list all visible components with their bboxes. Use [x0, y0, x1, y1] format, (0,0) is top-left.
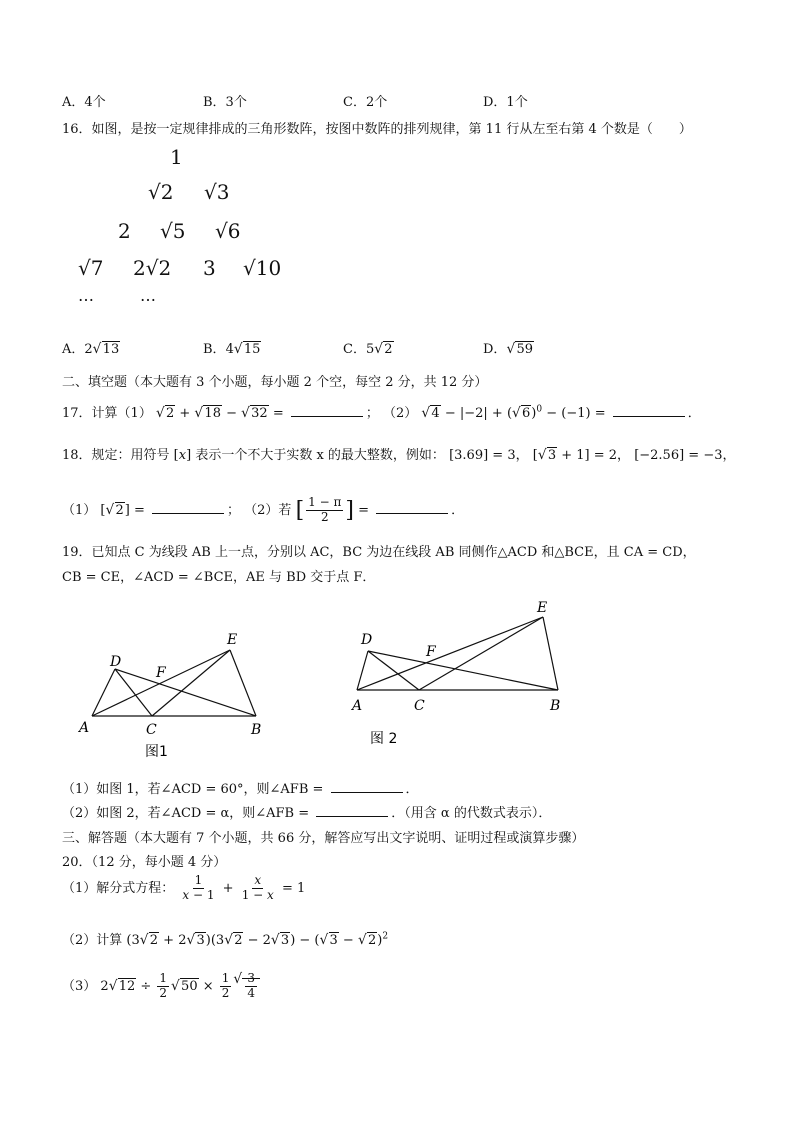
- fig2-label-e: E: [537, 600, 548, 616]
- fig1-label-b: B: [251, 722, 262, 738]
- triangle-r3-3: √6: [215, 219, 241, 243]
- q19-stem-line-1: 19．已知点 C 为线段 AB 上一点，分别以 AC，BC 为边在线段 AB 同侧作△ACD 和△BCE，且 CA = CD，: [62, 545, 696, 560]
- fig2-caption: 图 2: [370, 731, 398, 747]
- fig1-label-c: C: [146, 722, 157, 738]
- fig1-label-d: D: [110, 654, 122, 670]
- fig2-segment-ce: [419, 617, 543, 690]
- fig1-label-a: A: [79, 720, 90, 736]
- q19-figure-1: [70, 628, 270, 763]
- fig2-label-b: B: [550, 698, 561, 714]
- q16-option-c: C．5√ 2: [343, 338, 394, 357]
- fig1-label-f: F: [156, 665, 166, 681]
- fig1-segment-ce: [152, 650, 230, 716]
- triangle-r3-1: 2: [118, 219, 131, 243]
- q16-stem: 16．如图，是按一定规律排成的三角形数阵，按图中数阵的排列规律，第 11 行从左至右第 4 个数是（ ）: [62, 122, 692, 137]
- q16-option-a: A．2√ 13: [62, 338, 120, 357]
- section-3-heading: 三、解答题（本大题有 7 个小题，共 66 分，解答应写出文字说明、证明过程或演算步骤）: [62, 831, 585, 846]
- q20-head: 20．（12 分，每小题 4 分）: [62, 855, 227, 870]
- q19-stem-line-2: CB = CE，∠ACD = ∠BCE，AE 与 BD 交于点 F．: [62, 570, 376, 585]
- fig2-label-d: D: [361, 632, 373, 648]
- q20-part-3: （3） 2√ 12 ÷ $\frac{1}{2}$ √ 50 × $\frac{1}{2}$ √ $\frac{3}{4}$: [62, 972, 260, 1001]
- triangle-r5-2: …: [140, 286, 156, 305]
- q17: 17．计算（1） √ 2 + √ 18 − √ 32 = ； （2） √ 4 − |−2| + (√ 6)$^0$ − (−1) = ．: [62, 402, 701, 421]
- fig2-label-a: A: [352, 698, 363, 714]
- q19-answer-blank-1[interactable]: [331, 780, 403, 793]
- triangle-r4-2: 2√2: [133, 256, 172, 280]
- q16-option-d: D．√ 59: [483, 338, 534, 357]
- q15-option-a: A．4个: [62, 95, 106, 110]
- triangle-r4-4: √10: [243, 256, 282, 280]
- q20-part-2: （2）计算 (3√ 2 + 2√ 3)(3√ 2 − 2√ 3) − (√ 3 − √ 2)$^2$: [62, 929, 388, 948]
- q20-part-1: （1）解分式方程： $\frac{1}{x - 1}$ + $\frac{x}{1 - x}$ = 1: [62, 873, 306, 902]
- q18-answer-blank-1[interactable]: [152, 501, 224, 514]
- fig2-segment-ae: [357, 617, 543, 690]
- fig1-segment-dc: [115, 669, 152, 716]
- fig2-segment-ad: [357, 651, 368, 690]
- q19-sub-1: （1）如图 1，若∠ACD = 60°，则∠AFB = ．: [62, 782, 419, 797]
- fig1-segment-ad: [92, 669, 115, 716]
- q15-option-b: B．3个: [203, 95, 247, 110]
- fig2-segment-dc: [368, 651, 419, 690]
- q19-answer-blank-2[interactable]: [316, 804, 388, 817]
- triangle-r2-1: √2: [148, 180, 174, 204]
- q15-option-d: D．1个: [483, 95, 528, 110]
- q17-answer-blank-1[interactable]: [291, 404, 363, 417]
- triangle-r4-1: √7: [78, 256, 104, 280]
- q17-answer-blank-2[interactable]: [613, 404, 685, 417]
- fig1-caption: 图1: [145, 744, 168, 760]
- fig1-segment-db: [115, 669, 256, 716]
- fig2-label-f: F: [426, 644, 436, 660]
- triangle-r2-2: √3: [204, 180, 230, 204]
- fig2-segment-db: [368, 651, 558, 690]
- fig2-segment-eb: [543, 617, 558, 690]
- q18-parts: （1） [√ 2] = ； （2）若 [ $\frac{1 - \pi}{2}$ ] = ．: [62, 496, 464, 525]
- q19-sub-2: （2）如图 2，若∠ACD = α，则∠AFB = ．（用含 α 的代数式表示）．: [62, 806, 552, 821]
- triangle-r3-2: √5: [160, 219, 186, 243]
- q19-figure-2: [345, 596, 575, 751]
- q16-option-b: B．4√ 15: [203, 338, 261, 357]
- triangle-r1-1: 1: [170, 145, 183, 169]
- fig1-label-e: E: [227, 632, 238, 648]
- fig2-label-c: C: [414, 698, 425, 714]
- fig1-segment-eb: [230, 650, 256, 716]
- triangle-r5-1: …: [78, 286, 94, 305]
- q18-answer-blank-2[interactable]: [376, 501, 448, 514]
- q15-option-c: C．2个: [343, 95, 388, 110]
- triangle-r4-3: 3: [203, 256, 216, 280]
- q18-stem: 18．规定：用符号 [x] 表示一个不大于实数 x 的最大整数，例如： [3.69] = 3， [√ 3 + 1] = 2， [−2.56] = −3，: [62, 444, 736, 463]
- section-2-heading: 二、填空题（本大题有 3 个小题，每小题 2 个空，每空 2 分，共 12 分）: [62, 375, 488, 390]
